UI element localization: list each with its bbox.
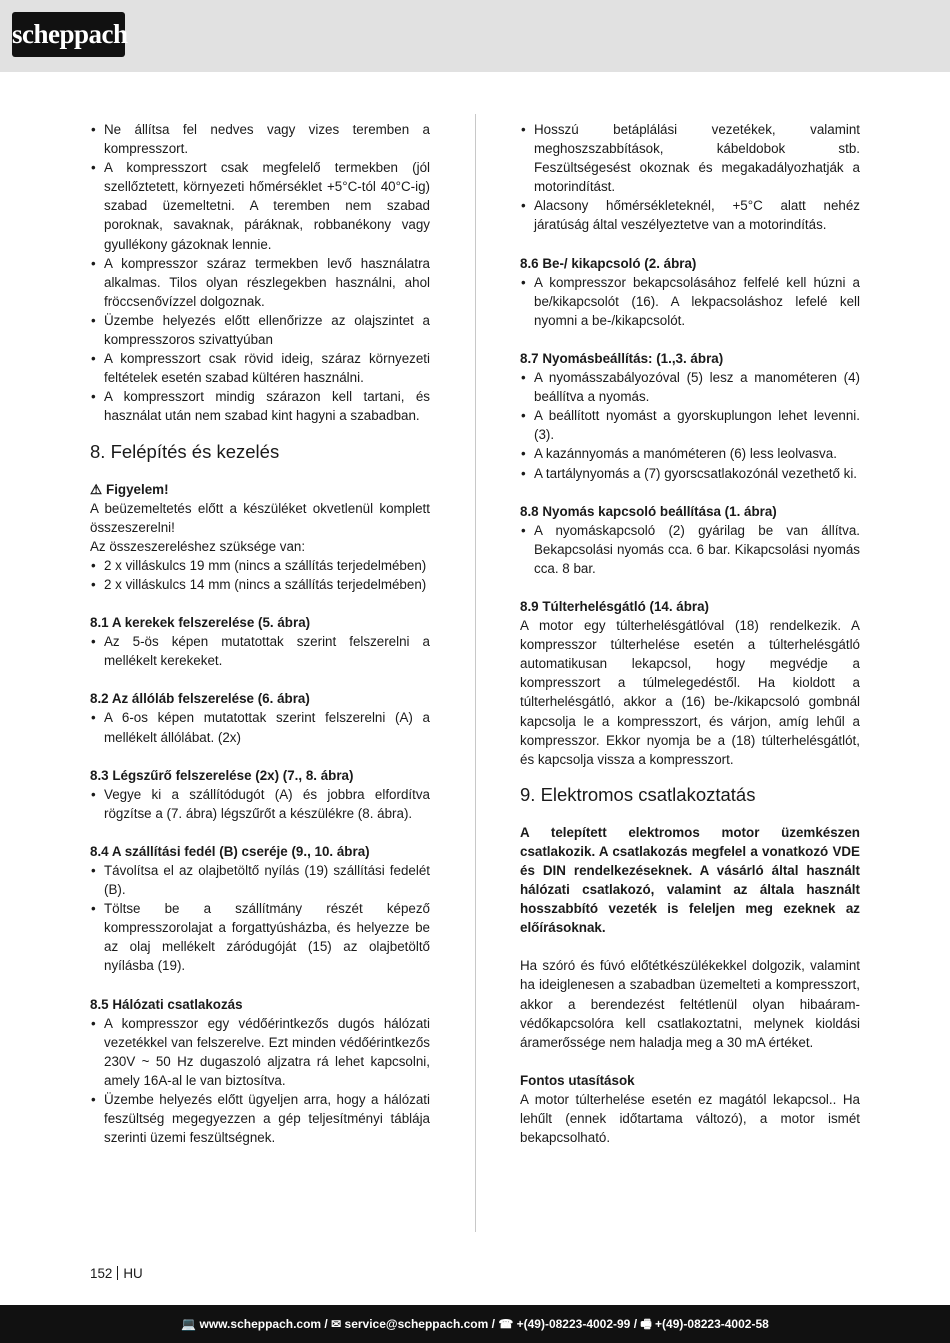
section-8-4-heading: 8.4 A szállítási fedél (B) cseréje (9., 10. ábra) <box>90 843 370 859</box>
page-number <box>90 1265 143 1282</box>
section-8-1-heading: 8.1 A kerekek felszerelése (5. ábra) <box>90 615 311 631</box>
section-8-2-heading: 8.2 Az állóláb felszerelése (6. ábra) <box>90 691 310 707</box>
list-item: • A nyomáskapcsoló (2) gyárilag be van állítva. Bekapcsolási nyomás cca. 6 bar. Kikapcsolási nyomás cca. 8 bar. <box>520 521 860 578</box>
notes-heading: Fontos utasítások <box>520 1072 635 1088</box>
warning-text: A beüzemeltetés előtt a készüléket okvetlenül komplett összeszerelni! <box>90 500 430 535</box>
scheppach-logo: scheppach <box>12 12 125 57</box>
list-item: • Üzembe helyezés előtt ügyeljen arra, hogy a hálózati feszültség megegyezzen a gép teljesítményi táblája szerinti üzemi feszültségnek. <box>90 1090 430 1147</box>
list-item: • A kompresszor bekapcsolásához felfelé kell húzni a be/kikapcsolót (16). A lekpacsoláshoz lefelé kell nyomni a be-/kikapcsolót. <box>520 273 860 330</box>
section-8-9-text: A motor egy túlterhelésgátlóval (18) rendelkezik. A kompresszor túlterhelése esetén a túlterhelésgátló automatikusan lekapcsol, hogy megvédje a kompresszort a túlmelegedéstől. Ha kioldott a túlterhelésgátló, akkor a (16) be-/kikapcsoló gombnál kapcsolja le a kompresszort, és várjon, amíg lehűl a kompresszor. Ekkor nyomja be a (18) túlterhelésgátlót, és kapcsolja vissza a kompresszort. <box>520 618 860 767</box>
list-item: • Vegye ki a szállítódugót (A) és jobbra elfordítva rögzítse a (7. ábra) légszűrőt a készülékre (8. ábra). <box>90 785 430 823</box>
assembly-intro: Az összeszereléshez szüksége van: <box>90 538 306 554</box>
section-9-heading: 9. Elektromos csatlakoztatás <box>520 783 756 805</box>
column-divider <box>475 114 476 1232</box>
list-item: • A kompresszort csak rövid ideig, száraz környezeti feltételek esetén szabad kültéren használni. <box>90 349 430 387</box>
list-item: • Üzembe helyezés előtt ellenőrizze az olajszintet a kompresszoros szivattyúban <box>90 311 430 349</box>
list-item: • Alacsony hőmérsékleteknél, +5°C alatt nehéz járatúság által veszélyeztetve van a motorindítás. <box>520 196 860 234</box>
fax-icon: 🖷 <box>640 1317 652 1331</box>
section-8-6-heading: 8.6 Be-/ kikapcsoló (2. ábra) <box>520 255 697 271</box>
list-item: • A tartálynyomás a (7) gyorscsatlakozónál vezethető ki. <box>520 464 860 483</box>
phone-number: +(49)-08223-4002-99 / <box>516 1317 638 1331</box>
list-item: • Ne állítsa fel nedves vagy vizes teremben a kompresszort. <box>90 120 430 158</box>
email-link[interactable]: service@scheppach.com / <box>344 1317 495 1331</box>
list-item: • A kompresszor egy védőérintkezős dugós hálózati vezetékkel van felszerelve. Ezt minden védőérintkezős 230V ~ 50 Hz dugaszoló aljzatra rá lehet kapcsolni, amely 16A-al le van biztosítva. <box>90 1014 430 1090</box>
section-8-7-list <box>520 368 860 483</box>
list-item: • Távolítsa el az olajbetöltő nyílás (19) szállítási fedelét (B). <box>90 861 430 899</box>
section-8-8-heading: 8.8 Nyomás kapcsoló beállítása (1. ábra) <box>520 503 777 519</box>
list-item: • A nyomásszabályozóval (5) lesz a manométeren (4) beállítva a nyomás. <box>520 368 860 406</box>
assembly-list <box>90 556 430 594</box>
list-item: • 2 x villáskulcs 19 mm (nincs a szállítás terjedelmében) <box>90 556 430 575</box>
left-column <box>90 120 430 1147</box>
phone-icon: ☎ <box>498 1317 514 1331</box>
section-8-9-heading: 8.9 Túlterhelésgátló (14. ábra) <box>520 598 710 614</box>
footer-bar <box>0 1305 950 1343</box>
section-8-4-list <box>90 861 430 976</box>
section-8-5-heading: 8.5 Hálózati csatlakozás <box>90 996 243 1012</box>
list-item: • A kazánnyomás a manóméteren (6) less leolvasva. <box>520 444 860 463</box>
section-8-2-list <box>90 708 430 746</box>
list-item: • A beállított nyomást a gyorskuplungon lehet levenni. (3). <box>520 406 860 444</box>
section-8-5-list <box>90 1014 430 1148</box>
list-item: • Töltse be a szállítmány részét képező kompresszorolajat a forgattyúsházba, és helyezze be az olaj mellékelt záródugóját (15) az olajbetöltő nyílásba (19). <box>90 899 430 975</box>
section-8-3-list <box>90 785 430 823</box>
section-8-6-list <box>520 273 860 330</box>
section-8-1-list <box>90 632 430 670</box>
safety-list <box>90 120 430 426</box>
language-code: HU <box>123 1266 143 1281</box>
warning-icon: ⚠ <box>90 481 103 497</box>
list-item: • Az 5-ös képen mutatottak szerint felszerelni a mellékelt kerekeket. <box>90 632 430 670</box>
right-column <box>520 120 860 1147</box>
header-bar <box>0 0 950 72</box>
power-list <box>520 120 860 235</box>
website-link[interactable]: www.scheppach.com / <box>199 1317 328 1331</box>
list-item: • A kompresszort mindig szárazon kell tartani, és használat után nem szabad kint hagyni a szabadban. <box>90 387 430 425</box>
notes-text: A motor túlterhelése esetén ez magától lekapcsol.. Ha lehűlt (ennek időtartama változó), a motor ismét bekapcsolható. <box>520 1091 860 1146</box>
section-8-8-list <box>520 521 860 578</box>
section-9-bold-text: A telepített elektromos motor üzemkészen csatlakozik. A csatlakozás megfelel a vonatkozó VDE és DIN rendelkezéseknek. A vásárló által használt hálózati csatlakozó, valamint az általa használt hosszabbító vezeték is feleljen meg ezeknek az előírásoknak. <box>520 824 860 936</box>
list-item: • Hosszú betáplálási vezetékek, valamint meghoszszabbítások, kábeldobok stb. Feszültségesést okoznak és megakadályozhatják a motorindítást. <box>520 120 860 196</box>
list-item: • A kompresszor száraz termekben levő használatra alkalmas. Tilos olyan részlegekben használni, ahol fröccsenővízzel dolgoznak. <box>90 254 430 311</box>
mail-icon: ✉ <box>331 1317 342 1331</box>
section-9-text: Ha szóró és fúvó előtétkészülékekkel dolgozik, valamint ha ideiglenesen a szabadban üzemelteti a kompresszort, akkor a berendezést feltétlenül olyan hibaáram-védőkapcsolóra kell csatlakoztatni, melynek kioldási áramerőssége nem haladja meg a 30 mA értéket. <box>520 958 860 1050</box>
page-number-value: 152 <box>90 1266 113 1281</box>
list-item: • A 6-os képen mutatottak szerint felszerelni (A) a mellékelt állólábat. (2x) <box>90 708 430 746</box>
fax-number: +(49)-08223-4002-58 <box>655 1317 769 1331</box>
section-8-heading: 8. Felépítés és kezelés <box>90 440 280 462</box>
list-item: • A kompresszort csak megfelelő termekben (jól szellőztetett, környezeti hőmérséklet +5°C-tól 40°C-ig) szabad üzemeltetni. A teremben nem szabad poroknak, savaknak, páráknak, robbanékony vagy gyullékony gázoknak lennie. <box>90 158 430 253</box>
section-8-7-heading: 8.7 Nyomásbeállítás: (1.,3. ábra) <box>520 350 724 366</box>
warning-heading: ⚠ Figyelem! <box>90 480 430 499</box>
page-separator <box>117 1266 118 1280</box>
list-item: • 2 x villáskulcs 14 mm (nincs a szállítás terjedelmében) <box>90 575 430 594</box>
computer-icon: 💻 <box>181 1317 197 1331</box>
section-8-3-heading: 8.3 Légszűrő felszerelése (2x) (7., 8. ábra) <box>90 767 354 783</box>
